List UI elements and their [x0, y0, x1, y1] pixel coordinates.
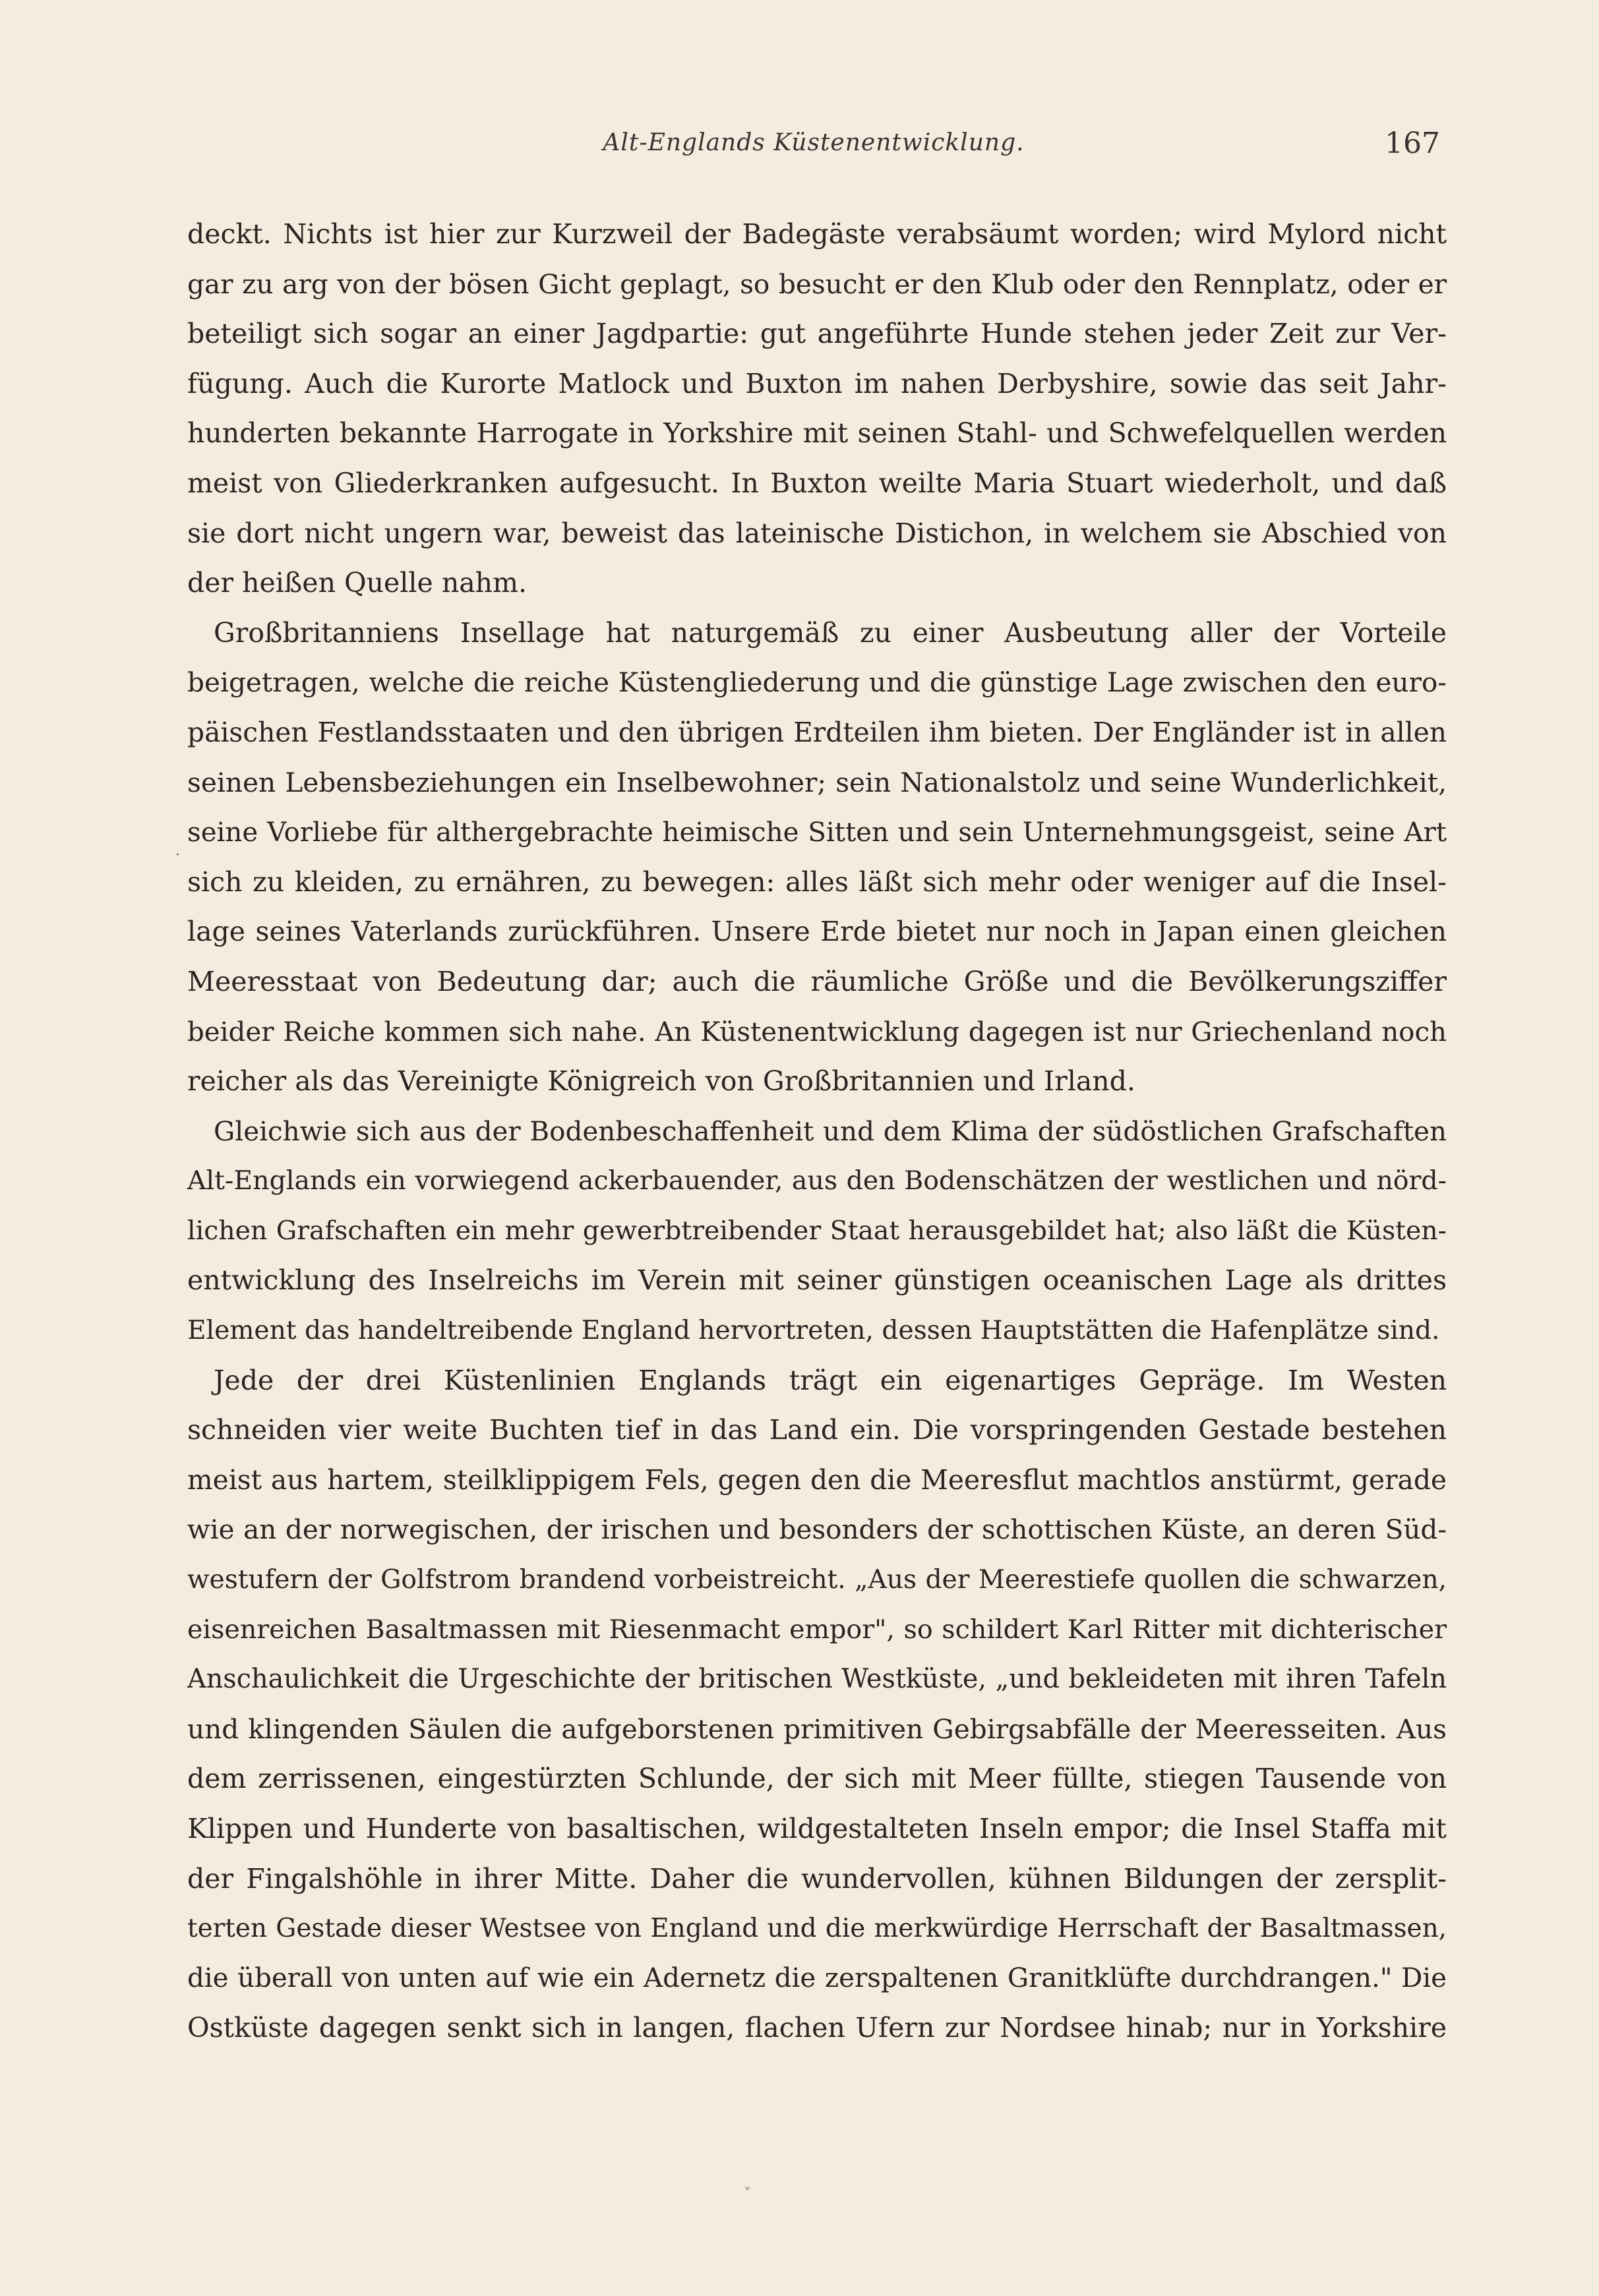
- text-line: seine Vorliebe für althergebrachte heimische Sitten und sein Unternehmungsgeist, seine Art: [187, 817, 1447, 848]
- running-title: Alt-Englands Küstenentwicklung.: [603, 129, 1025, 156]
- paragraph-3: [187, 1107, 1447, 1356]
- text-line: Meeresstaat von Bedeutung dar; auch die räumliche Größe und die Bevölkerungsziffer: [187, 965, 1447, 997]
- text-line: Anschaulichkeit die Urgeschichte der britischen Westküste, „und bekleideten mit ihren Tafeln: [187, 1664, 1447, 1695]
- text-line: Alt-Englands ein vorwiegend ackerbauender, aus den Bodenschätzen der westlichen und nörd-: [187, 1165, 1447, 1196]
- paragraph-2: [187, 608, 1447, 1107]
- text-line: reicher als das Vereinigte Königreich von Großbritannien und Irland.: [187, 1065, 1135, 1098]
- text-line: dem zerrissenen, eingestürzten Schlunde, der sich mit Meer füllte, stiegen Tausende von: [187, 1763, 1447, 1795]
- text-line: meist aus hartem, steilklippigem Fels, gegen den die Meeresflut machtlos anstürmt, gerade: [187, 1463, 1447, 1496]
- text-line: und klingenden Säulen die aufgeborstenen primitiven Gebirgsabfälle der Meeresseiten. Aus: [187, 1713, 1447, 1745]
- paragraph-1: [187, 210, 1447, 608]
- text-line: westufern der Golfstrom brandend vorbeistreicht. „Aus der Meerestiefe quollen die schwarzen,: [187, 1565, 1447, 1595]
- bottom-mark: ˅: [744, 2186, 751, 2202]
- margin-speck: .: [175, 842, 180, 859]
- text-line: lage seines Vaterlands zurückführen. Unsere Erde bietet nur noch in Japan einen gleichen: [187, 916, 1447, 948]
- text-line: Gleichwie sich aus der Bodenbeschaffenheit und dem Klima der südöstlichen Grafschaften: [214, 1115, 1447, 1147]
- text-line: schneiden vier weite Buchten tief in das Land ein. Die vorspringenden Gestade bestehen: [187, 1414, 1447, 1446]
- text-line: eisenreichen Basaltmassen mit Riesenmacht empor", so schildert Karl Ritter mit dichterischer: [187, 1614, 1447, 1645]
- text-line: päischen Festlandsstaaten und den übrigen Erdteilen ihm bieten. Der Engländer ist in allen: [187, 716, 1447, 748]
- body-text: [187, 210, 1447, 2053]
- text-line: wie an der norwegischen, der irischen und besonders der schottischen Küste, an deren Süd-: [187, 1514, 1447, 1546]
- text-line: lichen Grafschaften ein mehr gewerbtreibender Staat herausgebildet hat; also läßt die Küsten-: [187, 1215, 1447, 1246]
- page-number: 167: [1385, 127, 1440, 160]
- text-line: Ostküste dagegen senkt sich in langen, flachen Ufern zur Nordsee hinab; nur in Yorkshire: [187, 2012, 1447, 2044]
- text-line: sie dort nicht ungern war, beweist das lateinische Distichon, in welchem sie Abschied von: [187, 517, 1447, 549]
- text-line: Großbritanniens Insellage hat naturgemäß zu einer Ausbeutung aller der Vorteile: [214, 616, 1447, 649]
- text-line: deckt. Nichts ist hier zur Kurzweil der Badegäste verabsäumt worden; wird Mylord nicht: [187, 218, 1447, 250]
- text-line: beigetragen, welche die reiche Küstengliederung und die günstige Lage zwischen den euro-: [187, 666, 1447, 699]
- text-line: Klippen und Hunderte von basaltischen, wildgestalteten Inseln empor; die Insel Staffa mit: [187, 1813, 1447, 1844]
- text-line: sich zu kleiden, zu ernähren, zu bewegen: alles läßt sich mehr oder weniger auf die Insel-: [187, 866, 1447, 898]
- text-line: hunderten bekannte Harrogate in Yorkshire mit seinen Stahl- und Schwefelquellen werden: [187, 417, 1447, 450]
- text-line: Jede der drei Küstenlinien Englands trägt ein eigenartiges Gepräge. Im Westen: [214, 1364, 1447, 1396]
- text-line: Element das handeltreibende England hervortreten, dessen Hauptstätten die Hafenplätze sind.: [187, 1316, 1440, 1346]
- text-line: der heißen Quelle nahm.: [187, 567, 527, 599]
- text-line: beteiligt sich sogar an einer Jagdpartie: gut angeführte Hunde stehen jeder Zeit zur Ver-: [187, 318, 1447, 350]
- text-line: seinen Lebensbeziehungen ein Inselbewohner; sein Nationalstolz und seine Wunderlichkeit,: [187, 766, 1447, 798]
- text-line: die überall von unten auf wie ein Adernetz die zerspaltenen Granitklüfte durchdrangen." Die: [187, 1962, 1447, 1993]
- paragraph-4: [187, 1356, 1447, 2053]
- text-line: gar zu arg von der bösen Gicht geplagt, so besucht er den Klub oder den Rennplatz, oder er: [187, 268, 1447, 300]
- text-line: entwicklung des Inselreichs im Verein mit seiner günstigen oceanischen Lage als drittes: [187, 1264, 1447, 1297]
- text-line: terten Gestade dieser Westsee von England und die merkwürdige Herrschaft der Basaltmassen,: [187, 1914, 1447, 1944]
- text-line: meist von Gliederkranken aufgesucht. In Buxton weilte Maria Stuart wiederholt, und daß: [187, 467, 1447, 499]
- text-line: beider Reiche kommen sich nahe. An Küstenentwicklung dagegen ist nur Griechenland noch: [187, 1016, 1447, 1047]
- running-head: [187, 129, 1440, 169]
- text-line: der Fingalshöhle in ihrer Mitte. Daher die wundervollen, kühnen Bildungen der zersplit-: [187, 1862, 1447, 1895]
- text-line: fügung. Auch die Kurorte Matlock und Buxton im nahen Derbyshire, sowie das seit Jahr-: [187, 367, 1447, 399]
